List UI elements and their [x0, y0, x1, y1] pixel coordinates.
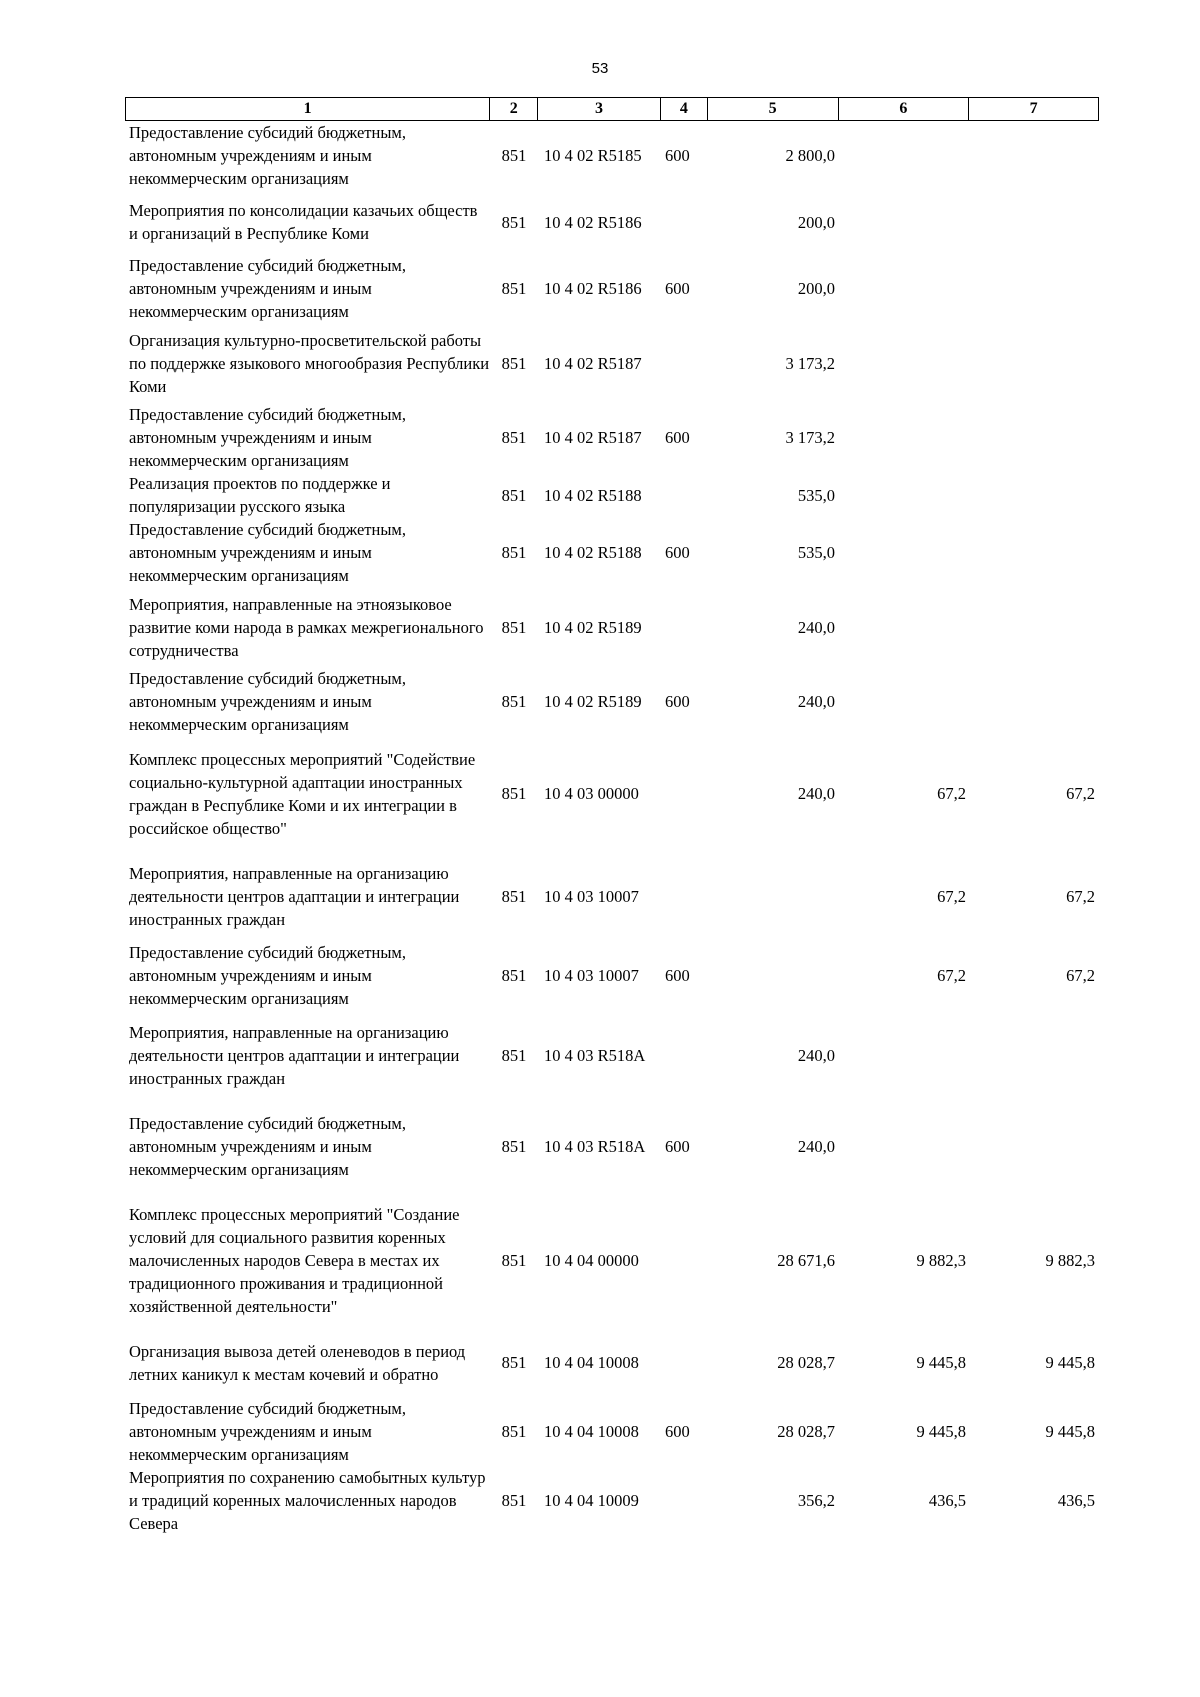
table-row	[125, 190, 1099, 254]
row-target-code: 10 4 04 10008	[544, 1353, 639, 1372]
row-value-col5: 535,0	[797, 543, 835, 562]
row-description: Предоставление субсидий бюджетным, автономным учреждениям и иным некоммерческим организациям	[129, 256, 406, 321]
row-value-col5: 240,0	[797, 784, 835, 803]
table-row	[125, 941, 1099, 1010]
row-value-col7: 67,2	[1066, 886, 1095, 906]
row-admin-code: 851	[501, 1491, 527, 1510]
table-row	[125, 121, 1099, 190]
row-admin-code: 851	[501, 966, 527, 985]
row-description: Мероприятия по сохранению самобытных культур и традиций коренных малочисленных народов Севера	[129, 1468, 486, 1533]
row-value-col6: 67,2	[937, 784, 966, 803]
table-row	[125, 1192, 1099, 1328]
row-description: Предоставление субсидий бюджетным, автономным учреждениям и иным некоммерческим организациям	[129, 1399, 406, 1464]
row-description: Мероприятия, направленные на организацию деятельности центров адаптации и интеграции иностранных граждан	[129, 1022, 460, 1088]
row-expense-type: 600	[665, 279, 690, 298]
table-row	[125, 403, 1099, 472]
row-value-col6: 436,5	[928, 1491, 966, 1510]
table-body	[125, 121, 1099, 1535]
row-description: Мероприятия по консолидации казачьих обществ и организаций в Республике Коми	[129, 201, 478, 243]
row-admin-code: 851	[501, 353, 527, 373]
row-description: Комплекс процессных мероприятий "Содействие социально-культурной адаптации иностранных граждан в Республике Коми и их интеграции в российское общество"	[129, 749, 476, 838]
row-admin-code: 851	[501, 212, 527, 232]
row-target-code: 10 4 02 R5189	[544, 617, 642, 637]
table-row	[125, 323, 1099, 403]
row-admin-code: 851	[501, 692, 527, 711]
header-col-3: 3	[538, 98, 661, 120]
row-admin-code: 851	[501, 886, 527, 906]
table-row	[125, 587, 1099, 667]
row-admin-code: 851	[501, 543, 527, 562]
row-value-col5: 2 800,0	[785, 146, 835, 165]
row-target-code: 10 4 02 R5186	[544, 279, 642, 298]
header-col-4: 4	[661, 98, 708, 120]
row-admin-code: 851	[501, 1353, 527, 1372]
row-value-col5: 28 028,7	[777, 1422, 835, 1441]
row-value-col6: 67,2	[937, 886, 966, 906]
row-target-code: 10 4 02 R5187	[544, 353, 642, 373]
row-value-col5: 535,0	[797, 485, 835, 505]
table-row	[125, 518, 1099, 587]
row-value-col7: 67,2	[1066, 966, 1095, 985]
row-target-code: 10 4 03 10007	[544, 966, 639, 985]
row-description: Комплекс процессных мероприятий "Создание условий для социального развития коренных малочисленных народов Севера в местах их традиционного проживания и традиционной хозяйственной деятельности"	[129, 1204, 460, 1316]
table-row	[125, 472, 1099, 518]
row-value-col7: 67,2	[1066, 784, 1095, 803]
row-admin-code: 851	[501, 784, 527, 803]
row-description: Мероприятия, направленные на этноязыковое развитие коми народа в рамках межрегионального сотрудничества	[129, 594, 484, 660]
row-value-col7: 9 445,8	[1045, 1422, 1095, 1441]
row-value-col5: 3 173,2	[785, 353, 835, 373]
row-description: Предоставление субсидий бюджетным, автономным учреждениям и иным некоммерческим организациям	[129, 405, 406, 470]
row-expense-type: 600	[665, 1422, 690, 1441]
row-expense-type: 600	[665, 692, 690, 711]
row-value-col5: 28 671,6	[777, 1250, 835, 1270]
row-target-code: 10 4 03 10007	[544, 886, 639, 906]
row-value-col5: 240,0	[797, 617, 835, 637]
row-value-col6: 9 445,8	[916, 1353, 966, 1372]
row-target-code: 10 4 02 R5187	[544, 428, 642, 447]
page-number: 53	[591, 60, 609, 77]
header-col-5: 5	[708, 98, 839, 120]
table-row	[125, 1100, 1099, 1192]
row-value-col6: 9 445,8	[916, 1422, 966, 1441]
table-row	[125, 1010, 1099, 1100]
row-target-code: 10 4 02 R5188	[544, 543, 642, 562]
row-expense-type: 600	[665, 1136, 690, 1156]
header-col-2: 2	[490, 98, 538, 120]
header-col-7: 7	[1029, 100, 1038, 117]
header-col-6: 6	[839, 98, 970, 120]
table-row	[125, 254, 1099, 323]
row-description: Организация культурно-просветительской работы по поддержке языкового многообразия Республики Коми	[129, 330, 490, 396]
table-row	[125, 851, 1099, 941]
table-row	[125, 1328, 1099, 1397]
row-description: Организация вывоза детей оленеводов в период летних каникул к местам кочевий и обратно	[129, 1341, 466, 1384]
row-admin-code: 851	[501, 279, 527, 298]
row-value-col6: 67,2	[937, 966, 966, 985]
row-value-col5: 240,0	[797, 1136, 835, 1156]
row-value-col5: 3 173,2	[785, 428, 835, 447]
row-value-col5: 240,0	[797, 692, 835, 711]
row-target-code: 10 4 04 10009	[544, 1491, 639, 1510]
row-target-code: 10 4 03 R518A	[544, 1045, 646, 1065]
row-expense-type: 600	[665, 966, 690, 985]
row-target-code: 10 4 04 00000	[544, 1250, 639, 1270]
row-admin-code: 851	[501, 485, 527, 505]
table-row	[125, 667, 1099, 736]
row-description: Реализация проектов по поддержке и популяризации русского языка	[129, 474, 391, 516]
header-col-1: 1	[126, 98, 490, 120]
row-value-col6: 9 882,3	[916, 1250, 966, 1270]
row-target-code: 10 4 02 R5189	[544, 692, 642, 711]
row-expense-type: 600	[665, 146, 690, 165]
row-admin-code: 851	[501, 428, 527, 447]
row-target-code: 10 4 02 R5185	[544, 146, 642, 165]
row-value-col7: 9 882,3	[1045, 1250, 1095, 1270]
row-value-col5: 356,2	[797, 1491, 835, 1510]
table-row	[125, 1397, 1099, 1466]
row-description: Предоставление субсидий бюджетным, автономным учреждениям и иным некоммерческим организациям	[129, 123, 406, 188]
row-value-col5: 28 028,7	[777, 1353, 835, 1372]
row-admin-code: 851	[501, 1250, 527, 1270]
row-description: Предоставление субсидий бюджетным, автономным учреждениям и иным некоммерческим организациям	[129, 943, 406, 1008]
row-admin-code: 851	[501, 617, 527, 637]
row-description: Предоставление субсидий бюджетным, автономным учреждениям и иным некоммерческим организациям	[129, 1113, 406, 1179]
row-target-code: 10 4 03 00000	[544, 784, 639, 803]
row-value-col7: 436,5	[1057, 1491, 1095, 1510]
row-description: Предоставление субсидий бюджетным, автономным учреждениям и иным некоммерческим организациям	[129, 669, 406, 734]
table-row	[125, 1466, 1099, 1535]
row-target-code: 10 4 02 R5188	[544, 485, 642, 505]
row-admin-code: 851	[501, 1136, 527, 1156]
row-target-code: 10 4 03 R518A	[544, 1136, 646, 1156]
table-row	[125, 736, 1099, 851]
row-target-code: 10 4 02 R5186	[544, 212, 642, 232]
row-target-code: 10 4 04 10008	[544, 1422, 639, 1441]
row-expense-type: 600	[665, 543, 690, 562]
table-header	[125, 97, 1099, 121]
row-description: Предоставление субсидий бюджетным, автономным учреждениям и иным некоммерческим организациям	[129, 520, 406, 585]
row-admin-code: 851	[501, 1045, 527, 1065]
row-value-col5: 200,0	[797, 279, 835, 298]
row-value-col5: 200,0	[797, 212, 835, 232]
row-value-col5: 240,0	[797, 1045, 835, 1065]
row-admin-code: 851	[501, 146, 527, 165]
row-value-col7: 9 445,8	[1045, 1353, 1095, 1372]
row-admin-code: 851	[501, 1422, 527, 1441]
row-expense-type: 600	[665, 428, 690, 447]
row-description: Мероприятия, направленные на организацию деятельности центров адаптации и интеграции иностранных граждан	[129, 863, 460, 929]
